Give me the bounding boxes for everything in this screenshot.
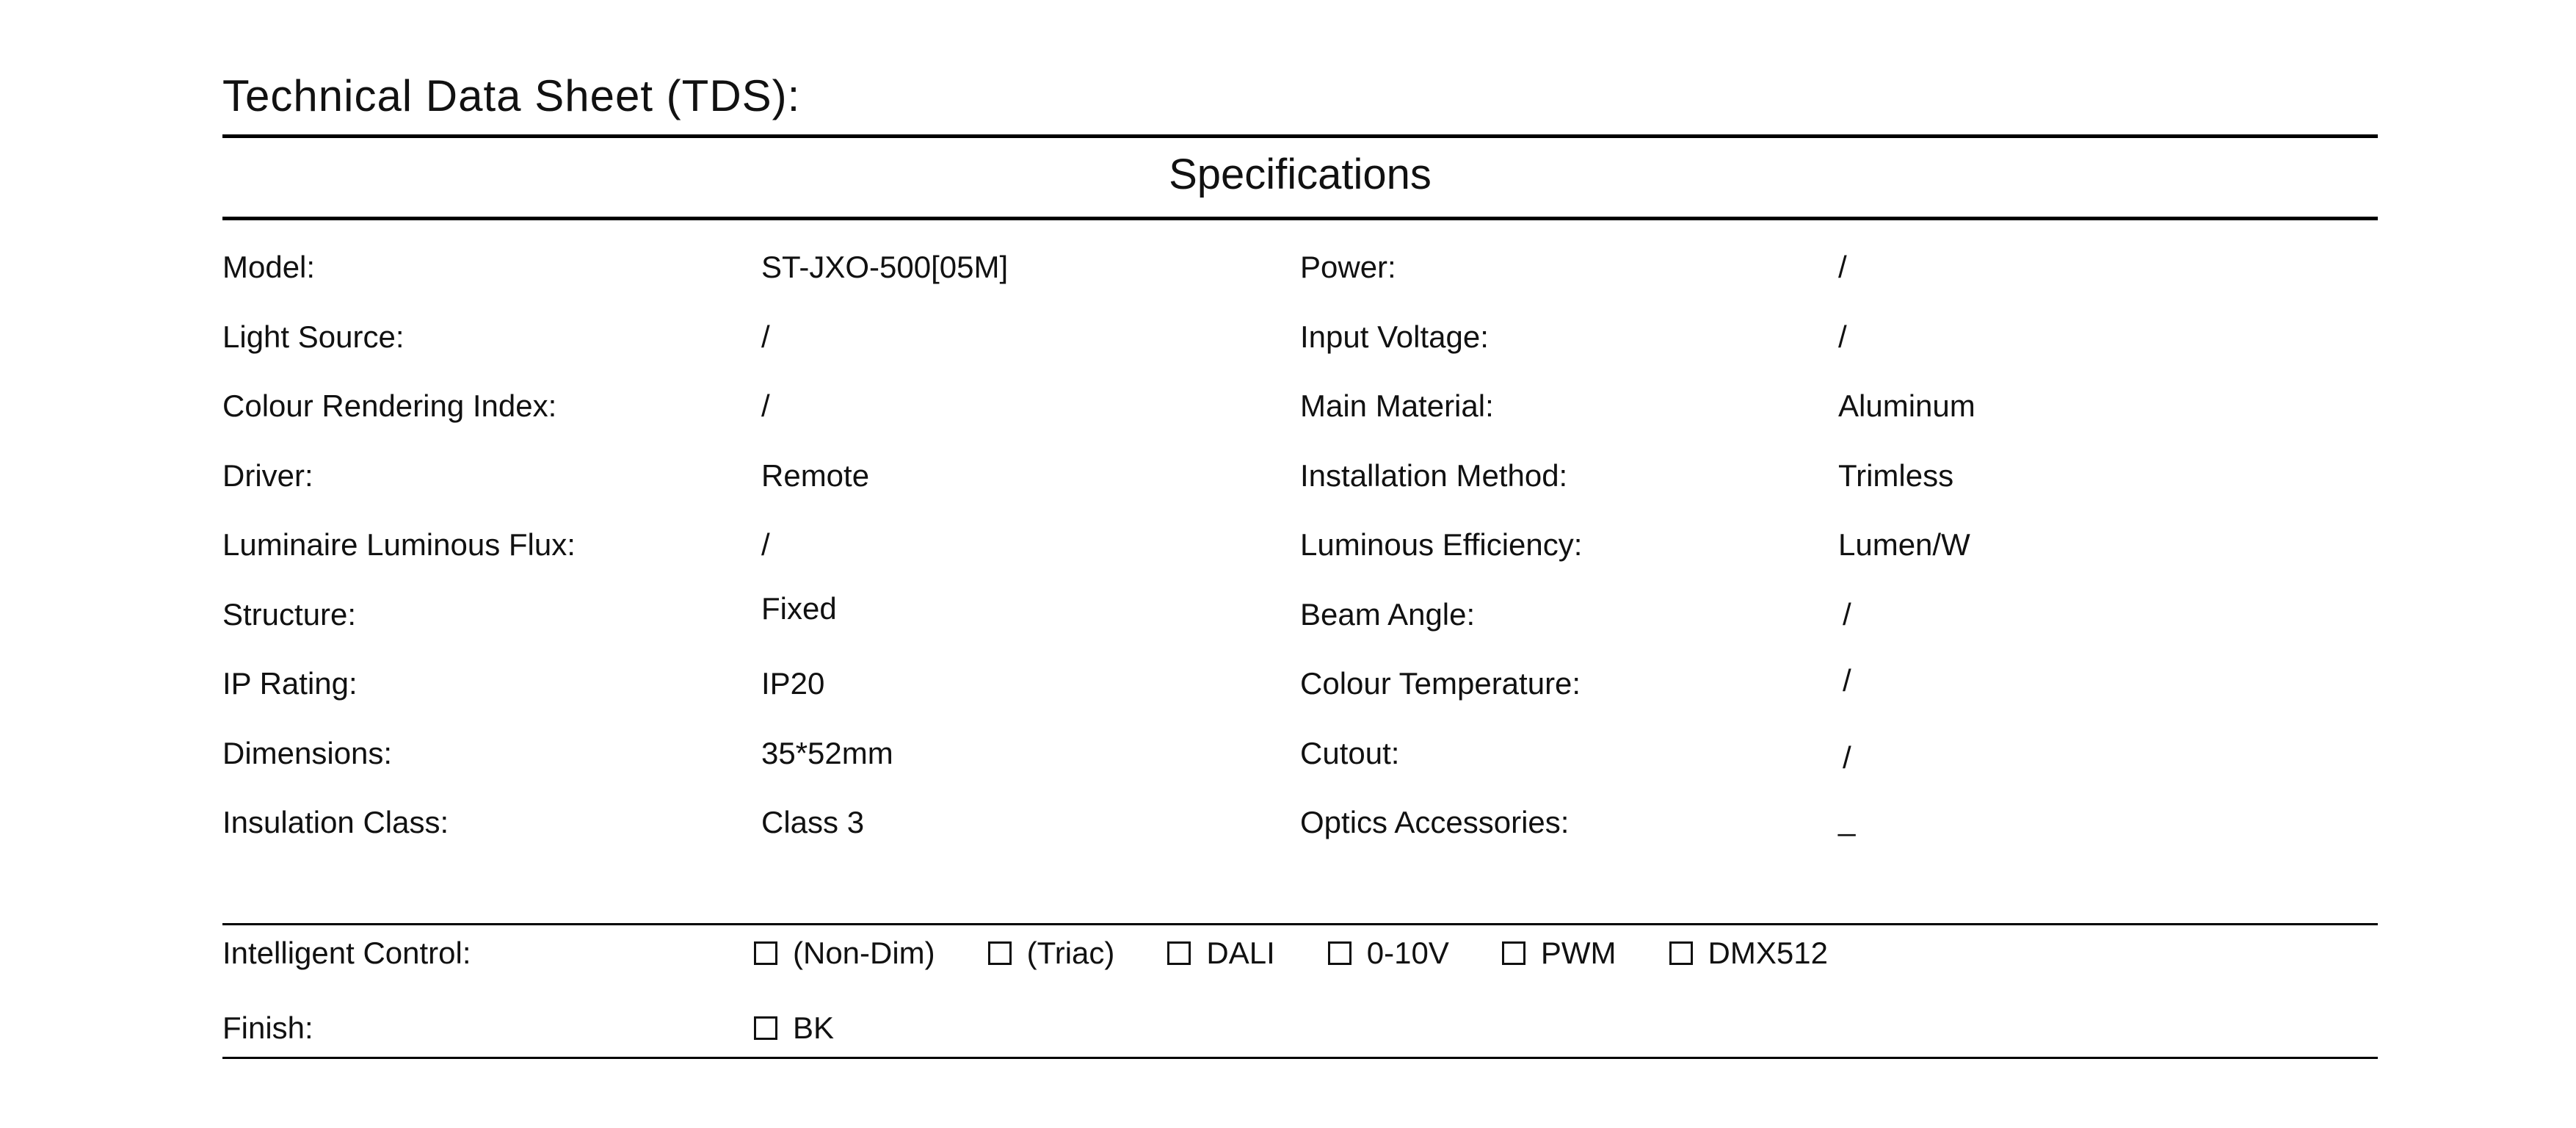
spec-row: [222, 383, 2378, 452]
option-dmx512[interactable]: [1669, 936, 1828, 971]
spec-value: /: [761, 388, 770, 423]
checkbox-icon[interactable]: [1502, 941, 1525, 965]
spec-label: Installation Method:: [1300, 458, 1568, 493]
spec-row: [222, 660, 2378, 730]
spec-value: ST-JXO-500[05M]: [761, 250, 1009, 284]
spec-row: [222, 799, 2378, 869]
checkbox-icon[interactable]: [988, 941, 1012, 965]
title-divider: [222, 134, 2378, 138]
spec-value: /: [1838, 250, 1847, 284]
spec-value: /: [1843, 596, 1851, 632]
spec-value: /: [1838, 319, 1847, 354]
options-top-divider: [222, 923, 2378, 925]
intelligent-control-options: [754, 930, 1881, 977]
spec-label: Colour Rendering Index:: [222, 388, 557, 423]
option-label: PWM: [1540, 936, 1617, 970]
spec-value: Class 3: [761, 805, 865, 839]
intelligent-control-label: Intelligent Control:: [222, 936, 471, 970]
option-non-dim[interactable]: [754, 936, 935, 971]
spec-value: /: [761, 527, 770, 562]
spec-row: [222, 521, 2378, 591]
option-0-10v[interactable]: [1328, 936, 1449, 971]
spec-value: /: [1843, 663, 1851, 698]
spec-label: Colour Temperature:: [1300, 666, 1581, 701]
section-title: Specifications: [1169, 151, 1432, 198]
finish-row: [222, 1005, 2378, 1052]
spec-label: Insulation Class:: [222, 805, 449, 839]
spec-value: /: [761, 319, 770, 354]
spec-table: [222, 244, 2378, 869]
spec-value: _: [1838, 802, 1856, 836]
spec-value: Fixed: [761, 590, 837, 626]
checkbox-icon[interactable]: [754, 941, 777, 965]
spec-label: Structure:: [222, 596, 357, 632]
option-triac[interactable]: [988, 936, 1115, 971]
option-label: DALI: [1206, 936, 1275, 970]
finish-options: [754, 1005, 887, 1052]
section-divider: [222, 217, 2378, 220]
checkbox-icon[interactable]: [754, 1016, 777, 1040]
spec-value: IP20: [761, 666, 825, 701]
option-label: BK: [793, 1010, 835, 1045]
technical-data-sheet: [222, 0, 2378, 1128]
spec-label: Driver:: [222, 458, 313, 493]
option-label: (Triac): [1026, 936, 1115, 970]
spec-label: Luminous Efficiency:: [1300, 527, 1583, 562]
finish-label: Finish:: [222, 1010, 313, 1045]
spec-label: Dimensions:: [222, 735, 393, 770]
spec-value: Trimless: [1838, 458, 1954, 493]
spec-label: Beam Angle:: [1300, 596, 1476, 632]
document-title: Technical Data Sheet (TDS):: [222, 71, 801, 120]
option-dali[interactable]: [1167, 936, 1274, 971]
spec-label: Main Material:: [1300, 388, 1494, 423]
spec-value: Aluminum: [1838, 388, 1975, 423]
spec-value: Lumen/W: [1838, 527, 1970, 562]
checkbox-icon[interactable]: [1328, 941, 1352, 965]
spec-row: [222, 591, 2378, 661]
spec-label: Input Voltage:: [1300, 319, 1489, 354]
spec-label: Power:: [1300, 250, 1396, 284]
option-pwm[interactable]: [1502, 936, 1617, 971]
spec-row: [222, 730, 2378, 800]
checkbox-icon[interactable]: [1167, 941, 1191, 965]
spec-value: 35*52mm: [761, 735, 893, 770]
checkbox-icon[interactable]: [1669, 941, 1693, 965]
spec-label: Optics Accessories:: [1300, 805, 1570, 839]
spec-label: Model:: [222, 250, 316, 284]
option-label: DMX512: [1708, 936, 1828, 970]
spec-label: IP Rating:: [222, 666, 358, 701]
option-label: 0-10V: [1366, 936, 1449, 970]
spec-row: [222, 452, 2378, 522]
spec-label: Luminaire Luminous Flux:: [222, 527, 576, 562]
spec-label: Cutout:: [1300, 735, 1400, 770]
spec-row: [222, 314, 2378, 383]
options-bottom-divider: [222, 1057, 2378, 1059]
intelligent-control-row: [222, 930, 2378, 977]
spec-value: /: [1843, 740, 1851, 775]
spec-label: Light Source:: [222, 319, 404, 354]
option-label: (Non-Dim): [793, 936, 935, 970]
spec-value: Remote: [761, 458, 870, 493]
option-bk[interactable]: [754, 1010, 834, 1046]
spec-row: [222, 244, 2378, 314]
